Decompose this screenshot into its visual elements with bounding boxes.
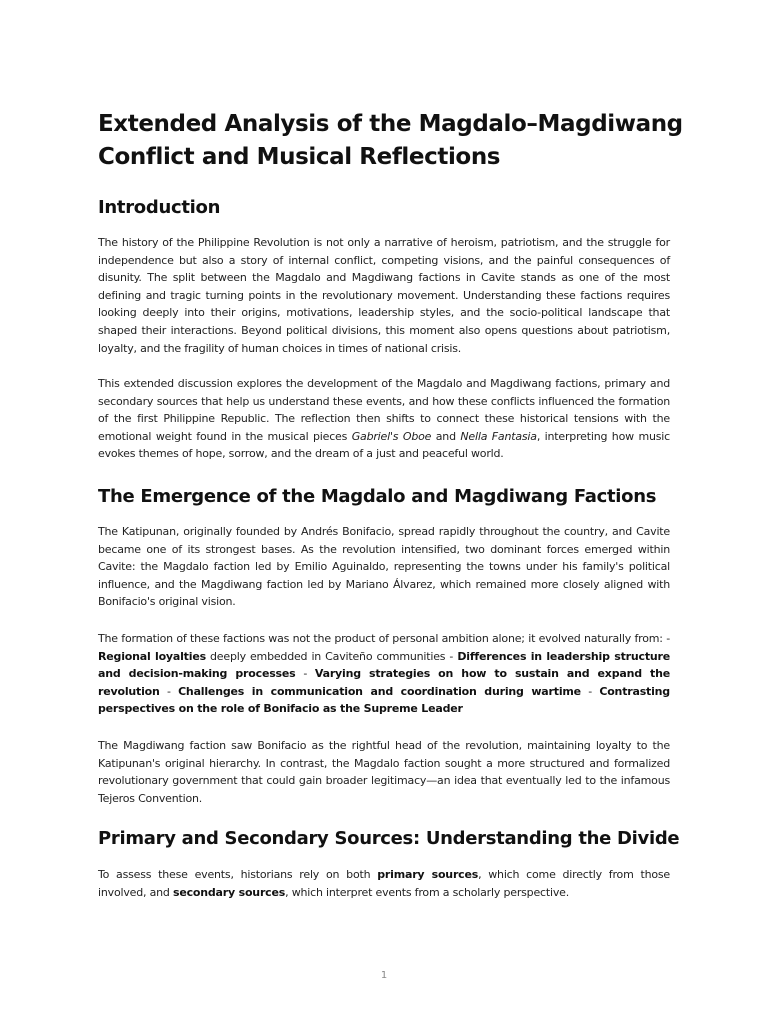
page-number: 1 [380,970,388,981]
emergence-paragraph-2 [98,630,670,718]
emphasis-nella-fantasia: Nella Fantasia [460,429,537,443]
text-run: This extended discussion explores the development of the Magdalo and Magdiwang factions, primary and secondary sources that help us understand these events, and how these conflicts influenced the formation of the first Philippine Republic. The reflection then shifts to connect these historical tensions with the emotional weight found in the musical pieces [98,377,670,443]
document-title: Extended Analysis of the Magdalo–Magdiwang Conflict and Musical Reflections [98,111,683,170]
text-run: , which come directly from those involved, and [98,868,670,899]
text-run: and [431,429,461,443]
bold-regional-loyalties: Regional loyalties [98,649,206,663]
emphasis-gabriels-oboe: Gabriel's Oboe [351,429,432,443]
text-run: , which interpret events from a scholarly perspective. [285,885,570,899]
text-run: , interpreting how music evokes themes of hope, sorrow, and the dream of a just and peaceful world. [98,429,670,461]
bold-primary-sources: primary sources [377,868,479,881]
heading-sources: Primary and Secondary Sources: Understanding the Divide [98,828,680,849]
text-run: - [159,684,179,698]
emergence-paragraph-3: The Magdiwang faction saw Bonifacio as the rightful head of the revolution, maintaining loyalty to the Katipunan's original hierarchy. In contrast, the Magdalo faction sought a more structured and formalized revolutionary government that could gain broader legitimacy—an idea that eventually led to the infamous Tejeros Convention. [98,739,670,805]
text-run: To assess these events, historians rely on both [98,868,378,881]
text-run: - [580,684,600,698]
bold-varying-strategies: Varying strategies on how to sustain and expand the revolution [98,667,670,698]
heading-introduction: Introduction [98,197,221,218]
emergence-paragraph-1: The Katipunan, originally founded by Andrés Bonifacio, spread rapidly throughout the country, and Cavite became one of its strongest bases. As the revolution intensified, two dominant forces emerged within Cavite: the Magdalo faction led by Emilio Aguinaldo, representing the towns under his family's political influence, and the Magdiwang faction led by Mariano Álvarez, which remained more closely aligned with Bonifacio's original vision. [98,525,670,609]
bold-secondary-sources: secondary sources [172,885,286,899]
text-run: - [295,667,315,681]
bold-contrasting-perspectives: Contrasting perspectives on the role of Bonifacio as the Supreme Leader [98,684,670,716]
sources-paragraph-1 [98,866,670,901]
text-run: The formation of these factions was not the product of personal ambition alone; it evolved naturally from: - [98,632,670,645]
bold-leadership-differences: Differences in leadership structure and decision-making processes [98,649,670,681]
introduction-paragraph-1: The history of the Philippine Revolution is not only a narrative of heroism, patriotism, and the struggle for independence but also a story of internal conflict, competing visions, and the painful consequences of disunity. The split between the Magdalo and Magdiwang factions in Cavite stands as one of the most defining and tragic turning points in the revolutionary movement. Understanding these factions requires looking deeply into their origins, motivations, leadership styles, and the socio-political landscape that shaped their interactions. Beyond political divisions, this moment also opens questions about patriotism, loyalty, and the fragility of human choices in times of national crisis. [98,236,670,355]
text-run: deeply embedded in Caviteño communities - [205,649,458,663]
bold-communication-challenges: Challenges in communication and coordination during wartime [178,684,581,698]
introduction-paragraph-2 [98,375,670,463]
heading-emergence: The Emergence of the Magdalo and Magdiwang Factions [98,486,657,507]
